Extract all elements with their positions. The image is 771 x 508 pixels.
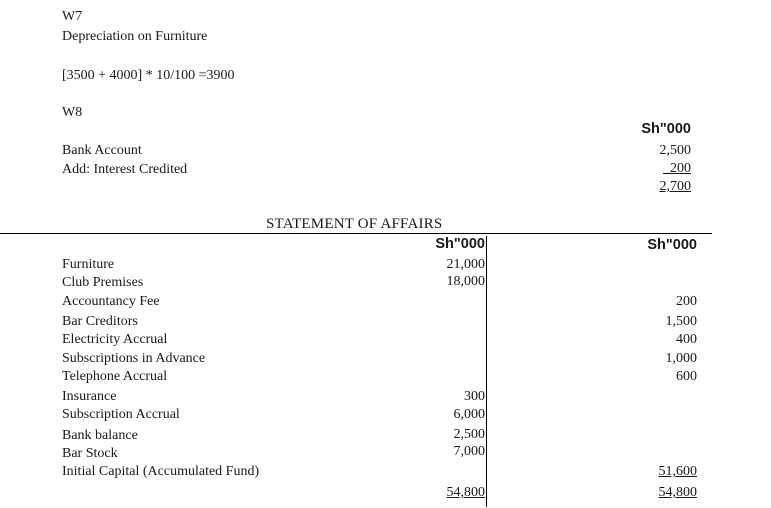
w8-total-value: 2,700 (659, 179, 691, 194)
statement-top-rule (0, 233, 712, 234)
statement-title: STATEMENT OF AFFAIRS (266, 216, 443, 232)
w8-column-header: Sh"000 (641, 121, 691, 137)
statement-row-label: Telephone Accrual (62, 369, 168, 384)
statement-row-col2: 1,000 (665, 351, 697, 366)
statement-row-col1: 2,500 (453, 427, 485, 442)
w7-formula: [3500 + 4000] * 10/100 =3900 (62, 68, 235, 83)
statement-row-col1: 300 (464, 389, 485, 404)
statement-row-col2: 400 (676, 332, 697, 347)
w8-interest-label: Add: Interest Credited (62, 162, 188, 177)
statement-row-label: Electricity Accrual (62, 332, 168, 347)
statement-row-label: Accountancy Fee (62, 294, 160, 309)
statement-row-col2: 51,600 (658, 464, 697, 479)
w7-title: Depreciation on Furniture (62, 29, 208, 44)
statement-row-label: Bar Stock (62, 446, 118, 461)
statement-total-col2: 54,800 (658, 485, 697, 500)
statement-row-label: Bank balance (62, 428, 138, 443)
w7-heading: W7 (62, 9, 83, 24)
statement-row-label: Subscription Accrual (62, 407, 180, 422)
statement-row-col2: 600 (676, 369, 697, 384)
statement-row-col1: 6,000 (453, 407, 485, 422)
statement-row-label: Club Premises (62, 275, 144, 290)
statement-col1-header: Sh"000 (435, 236, 485, 252)
statement-row-label: Bar Creditors (62, 314, 138, 329)
statement-column-divider (486, 236, 487, 507)
statement-row-col2: 1,500 (665, 314, 697, 329)
statement-col2-header: Sh"000 (647, 237, 697, 253)
statement-row-col1: 21,000 (446, 257, 485, 272)
statement-row-col1: 18,000 (446, 274, 485, 289)
statement-row-col1: 7,000 (453, 444, 485, 459)
statement-row-label: Initial Capital (Accumulated Fund) (62, 464, 260, 479)
w8-interest-value: _200 (663, 161, 691, 176)
statement-row-label: Furniture (62, 257, 115, 272)
statement-row-label: Subscriptions in Advance (62, 351, 206, 366)
statement-row-col2: 200 (676, 294, 697, 309)
statement-row-label: Insurance (62, 389, 117, 404)
w8-bank-account-value: 2,500 (659, 143, 691, 158)
w8-bank-account-label: Bank Account (62, 143, 142, 158)
statement-total-col1: 54,800 (446, 485, 485, 500)
w8-heading: W8 (62, 105, 83, 120)
